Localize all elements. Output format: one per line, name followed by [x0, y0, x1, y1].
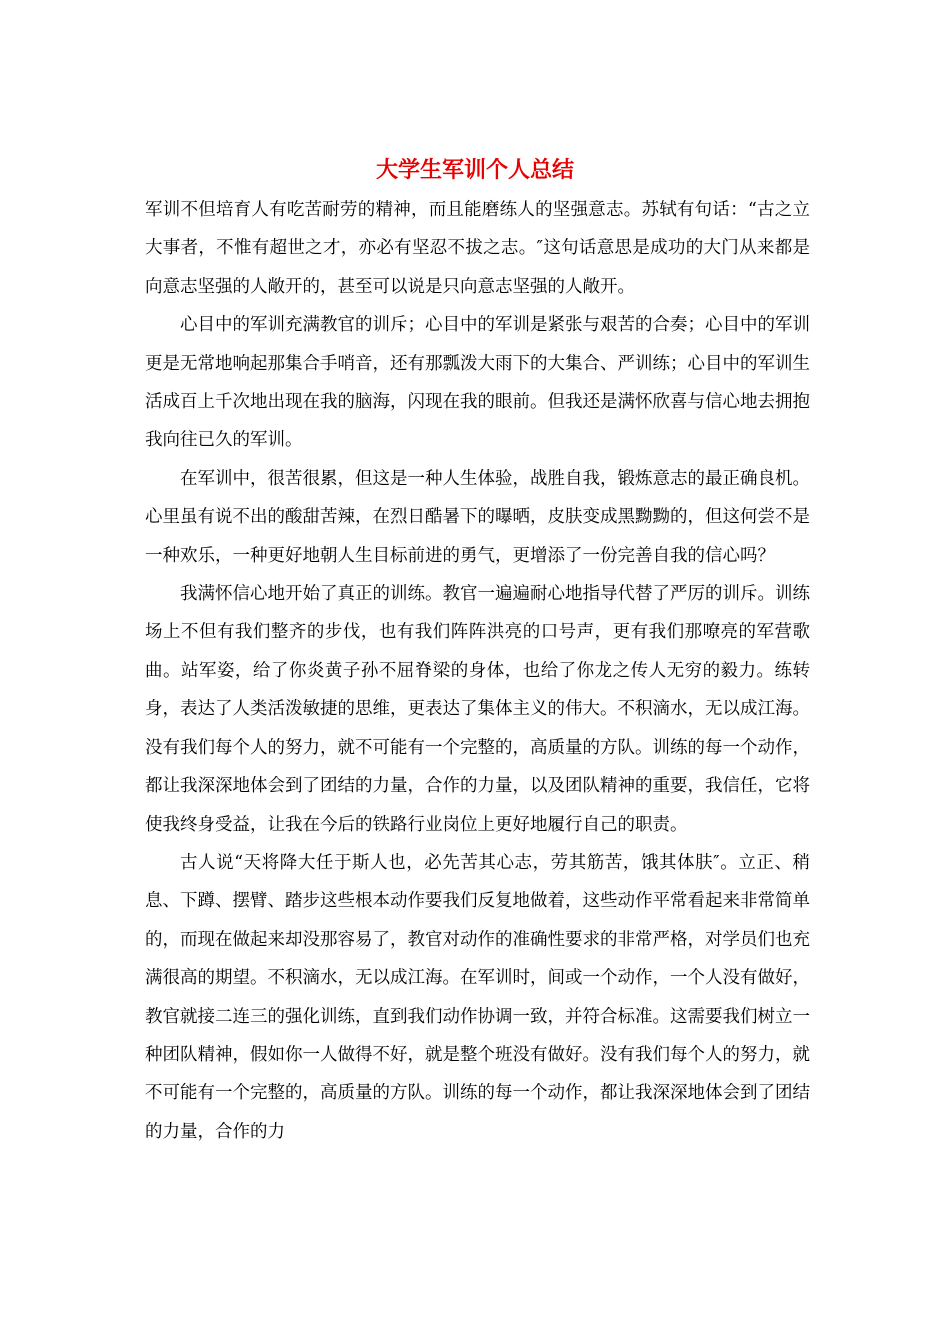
paragraph-4: 我满怀信心地开始了真正的训练。教官一遍遍耐心地指导代替了严厉的训斥。训练场上不但有我们整齐的步伐，也有我们阵阵洪亮的口号声，更有我们那嘹亮的军营歌曲。站军姿，给了你炎黄子孙不屈脊梁的身体，也给了你龙之传人无穷的毅力。练转身，表达了人类活泼敏捷的思维，更表达了集体主义的伟大。不积滴水，无以成江海。没有我们每个人的努力，就不可能有一个完整的，高质量的方队。训练的每一个动作，都让我深深地体会到了团结的力量，合作的力量，以及团队精神的重要，我信任，它将使我终身受益，让我在今后的铁路行业岗位上更好地履行自己的职责。	[145, 584, 810, 835]
document-body	[145, 191, 810, 1151]
paragraph-1: 军训不但培育人有吃苦耐劳的精神，而且能磨练人的坚强意志。苏轼有句话：“古之立大事者，不惟有超世之才，亦必有坚忍不拔之志。″这句话意思是成功的大门从来都是向意志坚强的人敞开的，甚至可以说是只向意志坚强的人敞开。	[145, 200, 810, 297]
paragraph-2: 心目中的军训充满教官的训斥；心目中的军训是紧张与艰苦的合奏；心目中的军训更是无常地响起那集合手哨音，还有那瓢泼大雨下的大集合、严训练；心目中的军训生活成百上千次地出现在我的脑海，闪现在我的眼前。但我还是满怀欣喜与信心地去拥抱我向往已久的军训。	[145, 315, 810, 451]
paragraph-5: 古人说“天将降大任于斯人也，必先苦其心志，劳其筋苦，饿其体肤″。立正、稍息、下蹲、摆臂、踏步这些根本动作要我们反复地做着，这些动作平常看起来非常简单的，而现在做起来却没那容易了，教官对动作的准确性要求的非常严格，对学员们也充满很高的期望。不积滴水，无以成江海。在军训时，间或一个动作，一个人没有做好，教官就接二连三的强化训练，直到我们动作协调一致，并符合标准。这需要我们树立一种团队精神，假如你一人做得不好，就是整个班没有做好。没有我们每个人的努力，就不可能有一个完整的，高质量的方队。训练的每一个动作，都让我深深地体会到了团结的力量，合作的力	[145, 852, 810, 1142]
document-title: 大学生军训个人总结	[375, 157, 574, 183]
paragraph-3: 在军训中，很苦很累，但这是一种人生体验，战胜自我，锻炼意志的最正确良机。心里虽有说不出的酸甜苦辣，在烈日酷暑下的曝晒，皮肤变成黑黝黝的，但这何尝不是一种欢乐，一种更好地朝人生目标前进的勇气，更增添了一份完善自我的信心吗？	[145, 468, 810, 566]
